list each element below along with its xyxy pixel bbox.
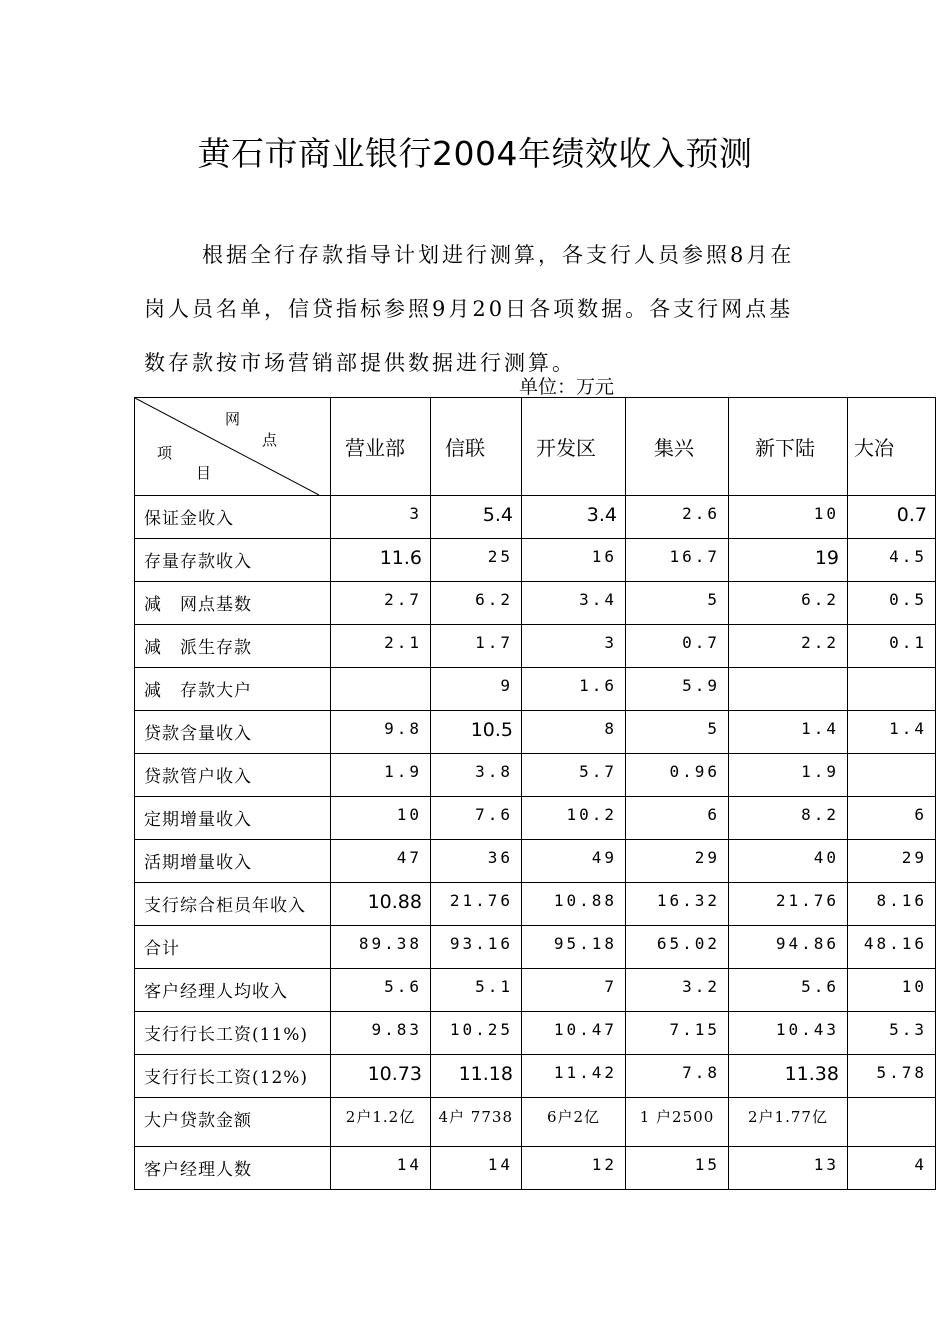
table-cell: 5.6	[729, 969, 848, 1012]
table-cell: 2户1.2亿	[331, 1098, 431, 1147]
table-cell: 10.43	[729, 1012, 848, 1055]
corner-header	[135, 398, 331, 496]
table-row	[135, 969, 936, 1012]
table-row	[135, 539, 936, 582]
table-cell: 2.1	[331, 625, 431, 668]
table-row	[135, 1098, 936, 1147]
table-cell: 5.9	[626, 668, 729, 711]
table-cell: 5	[626, 582, 729, 625]
page-title: 黄石市商业银行2004年绩效收入预测	[197, 134, 753, 173]
table-cell: 0.7	[848, 496, 936, 539]
row-label: 贷款管户收入	[135, 754, 331, 797]
table-cell: 7	[522, 969, 626, 1012]
row-label: 支行综合柜员年收入	[135, 883, 331, 926]
table-cell: 1.4	[848, 711, 936, 754]
table-cell: 10.88	[522, 883, 626, 926]
table-cell: 1.4	[729, 711, 848, 754]
table-cell: 4户 7738	[431, 1098, 522, 1147]
table-cell: 4.5	[848, 539, 936, 582]
table-cell: 8.2	[729, 797, 848, 840]
table-cell: 10.88	[331, 883, 431, 926]
table-cell: 21.76	[431, 883, 522, 926]
table-cell: 1 户2500	[626, 1098, 729, 1147]
table-cell: 10.47	[522, 1012, 626, 1055]
table-cell: 48.16	[848, 926, 936, 969]
row-label: 减 派生存款	[135, 625, 331, 668]
table-cell: 6	[848, 797, 936, 840]
table-cell: 16.7	[626, 539, 729, 582]
intro-paragraph: 根据全行存款指导计划进行测算，各支行人员参照8月在岗人员名单，信贷指标参照9月20日各项数据。各支行网点基数存款按市场营销部提供数据进行测算。	[144, 243, 795, 375]
table-cell: 9.8	[331, 711, 431, 754]
table-row	[135, 1012, 936, 1055]
row-label: 存量存款收入	[135, 539, 331, 582]
table-cell: 94.86	[729, 926, 848, 969]
row-label: 支行行长工资(12%)	[135, 1055, 331, 1098]
row-label: 客户经理人均收入	[135, 969, 331, 1012]
table-cell: 5.78	[848, 1055, 936, 1098]
table-cell	[729, 668, 848, 711]
table-cell	[331, 668, 431, 711]
table-cell: 3	[522, 625, 626, 668]
table-cell: 5.3	[848, 1012, 936, 1055]
row-label: 减 网点基数	[135, 582, 331, 625]
table-row	[135, 625, 936, 668]
table-cell: 11.18	[431, 1055, 522, 1098]
col-header: 信联	[431, 398, 522, 496]
table-cell: 5.6	[331, 969, 431, 1012]
table-cell: 7.6	[431, 797, 522, 840]
table-row	[135, 754, 936, 797]
row-label: 活期增量收入	[135, 840, 331, 883]
table-cell: 9	[431, 668, 522, 711]
table-cell: 2户1.77亿	[729, 1098, 848, 1147]
row-label: 贷款含量收入	[135, 711, 331, 754]
table-cell: 6	[626, 797, 729, 840]
table-row	[135, 496, 936, 539]
table-cell: 29	[626, 840, 729, 883]
table-cell: 11.38	[729, 1055, 848, 1098]
table-cell: 10	[848, 969, 936, 1012]
table-cell: 14	[431, 1147, 522, 1190]
table-cell: 4	[848, 1147, 936, 1190]
table-cell	[848, 1098, 936, 1147]
corner-bottom-a: 项	[157, 444, 173, 462]
table-cell: 7.15	[626, 1012, 729, 1055]
table-cell: 5.7	[522, 754, 626, 797]
table-cell: 47	[331, 840, 431, 883]
table-cell: 12	[522, 1147, 626, 1190]
table-cell: 3.8	[431, 754, 522, 797]
table-cell: 29	[848, 840, 936, 883]
table-cell: 8	[522, 711, 626, 754]
table-cell: 11.6	[331, 539, 431, 582]
table-cell: 0.5	[848, 582, 936, 625]
col-header: 营业部	[331, 398, 431, 496]
row-label: 合计	[135, 926, 331, 969]
table-cell: 10	[331, 797, 431, 840]
unit-note: 单位：万元	[519, 376, 615, 398]
table-cell	[848, 668, 936, 711]
table-cell: 8.16	[848, 883, 936, 926]
table-cell: 2.6	[626, 496, 729, 539]
table-cell: 10	[729, 496, 848, 539]
row-label: 减 存款大户	[135, 668, 331, 711]
table-row	[135, 840, 936, 883]
header-row	[135, 398, 936, 496]
table-cell: 5.4	[431, 496, 522, 539]
col-header: 新下陆	[729, 398, 848, 496]
table-cell: 5	[626, 711, 729, 754]
table-cell: 13	[729, 1147, 848, 1190]
table-cell: 15	[626, 1147, 729, 1190]
table-cell: 16.32	[626, 883, 729, 926]
table-cell: 93.16	[431, 926, 522, 969]
row-label: 客户经理人数	[135, 1147, 331, 1190]
table-cell: 1.7	[431, 625, 522, 668]
table-cell: 0.1	[848, 625, 936, 668]
table-cell: 10.2	[522, 797, 626, 840]
table-cell: 16	[522, 539, 626, 582]
table-cell: 11.42	[522, 1055, 626, 1098]
table-cell: 2.2	[729, 625, 848, 668]
table-cell: 10.73	[331, 1055, 431, 1098]
corner-top-b: 点	[262, 431, 278, 449]
table-cell: 95.18	[522, 926, 626, 969]
table-cell: 5.1	[431, 969, 522, 1012]
col-header: 开发区	[522, 398, 626, 496]
performance-table	[134, 397, 936, 1190]
table-cell: 3	[331, 496, 431, 539]
table-cell: 6.2	[729, 582, 848, 625]
col-header: 大冶	[848, 398, 936, 496]
table-row	[135, 1147, 936, 1190]
table-row	[135, 711, 936, 754]
row-label: 定期增量收入	[135, 797, 331, 840]
table-cell: 3.2	[626, 969, 729, 1012]
table-cell: 6.2	[431, 582, 522, 625]
table-cell: 14	[331, 1147, 431, 1190]
table-cell: 10.25	[431, 1012, 522, 1055]
table-cell: 7.8	[626, 1055, 729, 1098]
table-cell: 6户2亿	[522, 1098, 626, 1147]
table-row	[135, 1055, 936, 1098]
table-cell: 49	[522, 840, 626, 883]
table-cell: 65.02	[626, 926, 729, 969]
table-cell: 2.7	[331, 582, 431, 625]
table-row	[135, 582, 936, 625]
corner-top-a: 网	[225, 410, 241, 428]
table-row	[135, 883, 936, 926]
table-cell: 10.5	[431, 711, 522, 754]
table-row	[135, 926, 936, 969]
table-cell: 0.7	[626, 625, 729, 668]
table-cell: 25	[431, 539, 522, 582]
table-cell	[848, 754, 936, 797]
table-cell: 3.4	[522, 496, 626, 539]
table-cell: 21.76	[729, 883, 848, 926]
corner-bottom-b: 目	[196, 464, 212, 482]
table-row	[135, 797, 936, 840]
table-cell: 1.9	[729, 754, 848, 797]
table-cell: 40	[729, 840, 848, 883]
table-cell: 0.96	[626, 754, 729, 797]
row-label: 保证金收入	[135, 496, 331, 539]
col-header: 集兴	[626, 398, 729, 496]
table-cell: 1.6	[522, 668, 626, 711]
table-cell: 3.4	[522, 582, 626, 625]
table-cell: 36	[431, 840, 522, 883]
table-row	[135, 668, 936, 711]
row-label: 大户贷款金额	[135, 1098, 331, 1147]
table-cell: 1.9	[331, 754, 431, 797]
table-cell: 89.38	[331, 926, 431, 969]
row-label: 支行行长工资(11%)	[135, 1012, 331, 1055]
table-cell: 9.83	[331, 1012, 431, 1055]
table-cell: 19	[729, 539, 848, 582]
